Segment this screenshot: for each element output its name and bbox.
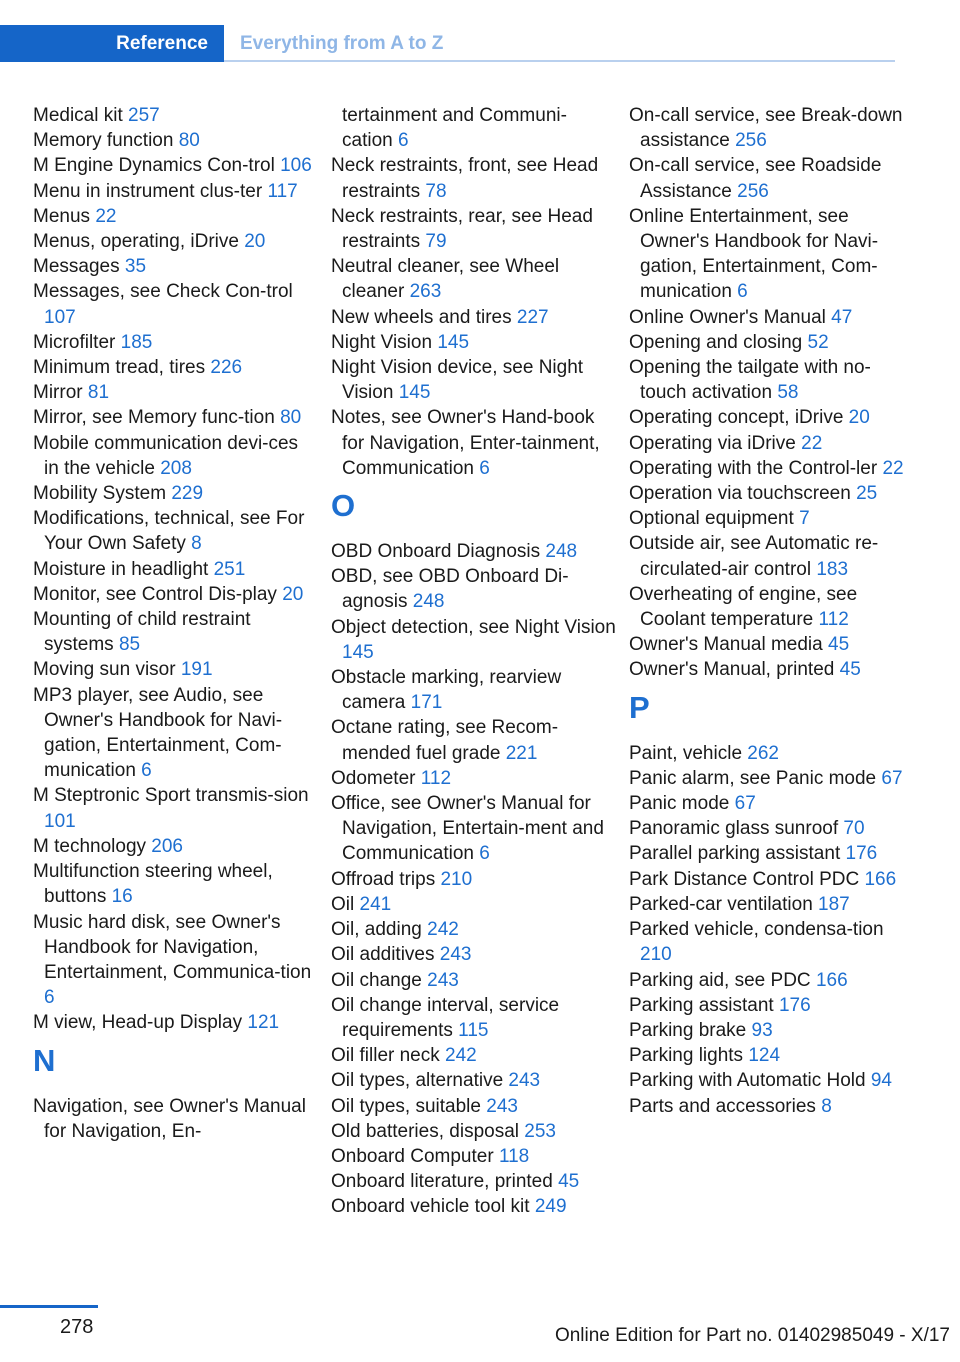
page-reference-link[interactable]: 185 xyxy=(120,331,153,353)
index-entry xyxy=(331,766,616,791)
index-entry-term: Panic alarm, see Panic mode xyxy=(629,767,877,789)
page-header xyxy=(0,25,895,62)
index-entry-term: Operating concept, iDrive xyxy=(629,407,844,429)
index-entry xyxy=(33,683,318,784)
index-entry-term: Parts and accessories xyxy=(629,1095,816,1117)
page-reference-link[interactable]: 22 xyxy=(882,457,904,479)
index-entry xyxy=(629,867,904,892)
page-reference-link[interactable]: 81 xyxy=(87,382,110,404)
index-entry xyxy=(331,892,616,917)
index-entry-term: MP3 player, see Audio, see Owner's Handbook for Navi‐gation, Entertainment, Com‐munication xyxy=(33,684,283,782)
page-reference-link[interactable]: 6 xyxy=(397,130,409,152)
page-reference-link[interactable]: 187 xyxy=(818,893,850,915)
index-entry-term: Notes, see Owner's Hand‐book for Navigation, Enter‐tainment, Communication xyxy=(331,407,600,479)
page-reference-link[interactable]: 25 xyxy=(856,483,878,505)
index-letter-heading: N xyxy=(33,1042,56,1078)
index-entry xyxy=(331,1043,616,1068)
index-entry xyxy=(629,1068,904,1093)
index-letter-heading: O xyxy=(331,488,356,524)
page-reference-link[interactable]: 7 xyxy=(799,508,810,530)
page-reference-link[interactable]: 256 xyxy=(737,180,769,202)
index-entry xyxy=(629,791,904,816)
index-entry-term: Music hard disk, see Owner's Handbook for Navigation, Entertainment, Communica‐tion xyxy=(33,911,312,983)
index-entry xyxy=(33,657,318,682)
page-reference-link[interactable]: 78 xyxy=(425,180,447,202)
index-entry-term: Mirror, see Memory func‐tion xyxy=(33,407,275,429)
page-reference-link[interactable]: 117 xyxy=(267,180,298,202)
index-entry-term: Mirror xyxy=(33,382,83,404)
index-entry-term: Mobility System xyxy=(33,483,167,505)
page-reference-link[interactable]: 20 xyxy=(282,583,304,605)
index-entry xyxy=(629,741,904,766)
header-rule xyxy=(224,60,895,62)
index-entry xyxy=(331,539,616,564)
index-entry-term: Optional equipment xyxy=(629,508,794,530)
page-reference-link[interactable]: 106 xyxy=(280,155,312,177)
index-entry xyxy=(33,179,318,204)
index-entry xyxy=(33,859,318,909)
index-entry xyxy=(33,1094,318,1144)
page-reference-link[interactable]: 115 xyxy=(458,1019,489,1041)
index-entry xyxy=(629,481,904,506)
index-entry-term: OBD Onboard Diagnosis xyxy=(331,541,541,563)
index-entry xyxy=(331,942,616,967)
page-reference-link[interactable]: 45 xyxy=(558,1171,580,1193)
page-reference-link[interactable]: 145 xyxy=(398,382,431,404)
page-reference-link[interactable]: 183 xyxy=(816,558,849,580)
index-entry xyxy=(629,103,904,153)
index-entry-term: Minimum tread, tires xyxy=(33,357,206,379)
index-entry-term: M technology xyxy=(33,835,147,857)
index-entry-term: Outside air, see Automatic re‐circulated-air control xyxy=(629,533,879,580)
page-reference-link[interactable]: 251 xyxy=(213,558,246,580)
index-entry-term: Operation via touchscreen xyxy=(629,483,851,505)
index-entry-term: Neck restraints, rear, see Head restraints xyxy=(331,205,593,253)
index-entry xyxy=(331,791,616,867)
index-entry xyxy=(33,204,318,229)
page-reference-link[interactable]: 256 xyxy=(735,130,767,152)
index-entry xyxy=(33,128,318,153)
page-reference-link[interactable]: 253 xyxy=(524,1120,556,1142)
page-reference-link[interactable]: 112 xyxy=(420,767,452,789)
index-entry xyxy=(331,715,616,765)
index-entry xyxy=(331,993,616,1043)
index-entry xyxy=(33,582,318,607)
page-reference-link[interactable]: 52 xyxy=(807,331,829,353)
index-entry-term: Neck restraints, front, see Head restraints xyxy=(331,155,599,202)
index-entry-term: Menus, operating, iDrive xyxy=(33,231,239,253)
index-entry-term: Parked-car ventilation xyxy=(629,893,813,915)
index-entry xyxy=(33,254,318,279)
index-entry xyxy=(331,1119,616,1144)
page-reference-link[interactable]: 226 xyxy=(210,357,243,379)
index-entry-term: OBD, see OBD Onboard Di‐agnosis xyxy=(331,566,569,613)
index-entry-term: Parking assistant xyxy=(629,994,774,1016)
index-entry xyxy=(629,766,904,791)
index-entry-term: Panoramic glass sunroof xyxy=(629,818,839,840)
index-entry xyxy=(629,305,904,330)
index-entry xyxy=(331,305,616,330)
index-entry-term: M view, Head-up Display xyxy=(33,1012,243,1034)
page-reference-link[interactable]: 121 xyxy=(247,1012,280,1034)
index-entry xyxy=(629,582,904,632)
page-reference-link[interactable]: 79 xyxy=(425,231,447,253)
page-reference-link[interactable]: 206 xyxy=(151,835,183,857)
chapter-title[interactable]: Everything from A to Z xyxy=(240,32,444,54)
index-column-3 xyxy=(629,103,904,1119)
index-entry-term: Monitor, see Control Dis‐play xyxy=(33,583,277,605)
index-entry-term: Oil, adding xyxy=(331,919,422,941)
page-reference-link[interactable]: 118 xyxy=(498,1145,530,1167)
index-entry-term: Opening the tailgate with no-touch activation xyxy=(629,357,871,404)
index-entry-term: Oil change xyxy=(331,969,422,991)
page-reference-link[interactable]: 6 xyxy=(737,281,748,303)
index-entry xyxy=(629,153,904,203)
index-entry xyxy=(629,531,904,581)
page-reference-link[interactable]: 166 xyxy=(815,969,848,991)
index-entry-term: Oil types, alternative xyxy=(331,1070,504,1092)
index-entry-term: Operating via iDrive xyxy=(629,432,796,454)
index-entry-term: On-call service, see Break‐down assistance xyxy=(629,105,903,152)
index-entry xyxy=(629,330,904,355)
index-entry xyxy=(629,993,904,1018)
index-entry-term: Onboard vehicle tool kit xyxy=(331,1196,530,1218)
page-reference-link[interactable]: 45 xyxy=(839,659,861,681)
index-entry-term: Operating with the Control‐ler xyxy=(629,457,878,479)
index-entry xyxy=(629,968,904,993)
index-entry xyxy=(33,783,318,833)
index-entry xyxy=(331,1194,616,1219)
index-entry-term: Moving sun visor xyxy=(33,659,176,681)
index-entry xyxy=(331,1068,616,1093)
index-entry-term: Park Distance Control PDC xyxy=(629,868,860,890)
index-entry xyxy=(33,153,318,178)
page-reference-link[interactable]: 241 xyxy=(359,893,392,915)
page-reference-link[interactable]: 6 xyxy=(141,760,152,782)
index-entry xyxy=(33,431,318,481)
index-entry-term: Oil change interval, service requirements xyxy=(331,994,560,1041)
index-entry xyxy=(629,506,904,531)
page-reference-link[interactable]: 20 xyxy=(848,407,870,429)
index-entry-term: Messages xyxy=(33,256,120,278)
page-reference-link[interactable]: 45 xyxy=(828,634,850,656)
page-reference-link[interactable]: 6 xyxy=(479,843,490,865)
page-reference-link[interactable]: 16 xyxy=(111,886,133,908)
page-reference-link[interactable]: 22 xyxy=(95,205,117,227)
index-entry-term: Oil xyxy=(331,893,355,915)
index-entry xyxy=(33,355,318,380)
index-entry-term: Oil types, suitable xyxy=(331,1095,481,1117)
index-entry-term: New wheels and tires xyxy=(331,306,512,328)
index-entry xyxy=(629,917,904,967)
footer-rule xyxy=(0,1305,98,1308)
index-entry-term: Messages, see Check Con‐trol xyxy=(33,281,293,303)
page-reference-link[interactable]: 80 xyxy=(280,407,302,429)
index-entry-term: Oil filler neck xyxy=(331,1045,440,1067)
index-entry-term: Old batteries, disposal xyxy=(331,1120,519,1142)
index-entry-term: Parallel parking assistant xyxy=(629,843,841,865)
index-entry-term: Navigation, see Owner's Manual for Navigation, En‐ xyxy=(33,1095,306,1142)
index-entry-term: Parking aid, see PDC xyxy=(629,969,811,991)
page-reference-link[interactable]: 67 xyxy=(734,793,756,815)
page-reference-link[interactable]: 6 xyxy=(479,457,490,479)
index-entry xyxy=(331,355,616,405)
index-entry-term: Menus xyxy=(33,205,91,227)
index-entry-term: Medical kit xyxy=(33,105,123,126)
index-entry-term: M Engine Dynamics Con‐trol xyxy=(33,155,275,177)
index-entry xyxy=(33,557,318,582)
page-number: 278 xyxy=(60,1316,94,1338)
index-entry xyxy=(331,615,616,665)
page-reference-link[interactable]: 229 xyxy=(171,483,204,505)
index-entry xyxy=(331,1144,616,1169)
index-entry-term: Owner's Manual, printed xyxy=(629,659,835,681)
index-entry-term: Microfilter xyxy=(33,331,116,353)
page-reference-link[interactable]: 210 xyxy=(640,944,672,966)
index-entry-term: Object detection, see Night Vision xyxy=(331,616,616,638)
index-entry xyxy=(331,204,616,254)
index-entry-term: Onboard literature, printed xyxy=(331,1171,553,1193)
edition-note: Online Edition for Part no. 01402985049 - X/17 xyxy=(554,1325,950,1346)
page-reference-link[interactable]: 166 xyxy=(864,868,897,890)
page-reference-link[interactable]: 8 xyxy=(821,1095,832,1117)
index-entry xyxy=(629,892,904,917)
page-reference-link[interactable]: 70 xyxy=(843,818,865,840)
page-reference-link[interactable]: 248 xyxy=(545,541,578,563)
page-reference-link[interactable]: 35 xyxy=(124,256,147,278)
index-letter-heading: P xyxy=(629,689,650,725)
index-entry-term: Obstacle marking, rearview camera xyxy=(331,667,562,714)
page-reference-link[interactable]: 191 xyxy=(180,659,213,681)
index-entry xyxy=(33,481,318,506)
index-entry-term: Multifunction steering wheel, buttons xyxy=(33,861,273,908)
index-entry-term: Onboard Computer xyxy=(331,1145,494,1167)
index-entry-term: Night Vision device, see Night Vision xyxy=(331,357,584,404)
index-entry xyxy=(33,279,318,329)
page-reference-link[interactable]: 58 xyxy=(777,382,799,404)
index-entry xyxy=(33,506,318,556)
page-reference-link[interactable]: 47 xyxy=(831,306,853,328)
index-column-1 xyxy=(33,103,318,1144)
index-entry xyxy=(629,816,904,841)
index-entry-term: Online Owner's Manual xyxy=(629,306,826,328)
index-entry xyxy=(33,229,318,254)
index-entry-term: Parking brake xyxy=(629,1019,747,1041)
index-entry xyxy=(629,405,904,430)
index-entry-term: Odometer xyxy=(331,767,416,789)
page-reference-link[interactable]: 6 xyxy=(44,987,55,1009)
index-entry-term: Night Vision xyxy=(331,331,433,353)
page-reference-link[interactable]: 8 xyxy=(191,533,202,555)
page-reference-link[interactable]: 145 xyxy=(342,641,374,663)
page-reference-link[interactable]: 243 xyxy=(427,969,459,991)
page-reference-link[interactable]: 248 xyxy=(412,591,445,613)
index-entry xyxy=(331,665,616,715)
index-entry-term: On-call service, see Roadside Assistance xyxy=(629,155,882,202)
page-reference-link[interactable]: 145 xyxy=(437,331,470,353)
page-reference-link[interactable]: 107 xyxy=(44,306,76,328)
index-entry-term: Offroad trips xyxy=(331,868,436,890)
index-entry xyxy=(331,153,616,203)
index-entry-continued xyxy=(331,103,616,153)
index-entry xyxy=(33,910,318,1011)
index-entry-term: Parked vehicle, condensa‐tion xyxy=(629,919,884,941)
index-entry xyxy=(629,431,904,456)
page-reference-link[interactable]: 176 xyxy=(778,994,811,1016)
index-entry xyxy=(331,968,616,993)
index-entry-term: Owner's Manual media xyxy=(629,634,823,656)
index-entry xyxy=(629,355,904,405)
page-reference-link[interactable]: 124 xyxy=(748,1045,781,1067)
index-entry xyxy=(33,834,318,859)
page-reference-link[interactable]: 221 xyxy=(505,742,538,764)
index-entry xyxy=(331,330,616,355)
page-reference-link[interactable]: 263 xyxy=(409,281,442,303)
index-entry xyxy=(33,103,318,128)
page-reference-link[interactable]: 208 xyxy=(160,457,192,479)
page-reference-link[interactable]: 22 xyxy=(801,432,823,454)
index-entry-term: Neutral cleaner, see Wheel cleaner xyxy=(331,256,560,303)
page-reference-link[interactable]: 94 xyxy=(870,1070,892,1092)
index-entry xyxy=(331,867,616,892)
page-reference-link[interactable]: 242 xyxy=(445,1045,477,1067)
index-entry-term: M Steptronic Sport transmis‐sion xyxy=(33,785,309,807)
index-entry xyxy=(331,405,616,481)
index-entry xyxy=(33,405,318,430)
index-entry-term: Mounting of child restraint systems xyxy=(33,609,251,656)
index-entry xyxy=(331,1169,616,1194)
page-reference-link[interactable]: 80 xyxy=(178,130,200,152)
index-entry-term: Memory function xyxy=(33,130,174,152)
page-reference-link[interactable]: 242 xyxy=(427,919,459,941)
page-reference-link[interactable]: 243 xyxy=(439,944,472,966)
index-entry-term: Online Entertainment, see Owner's Handbook for Navi‐gation, Entertainment, Com‐munication xyxy=(629,205,879,303)
page-reference-link[interactable]: 210 xyxy=(440,868,473,890)
index-entry-term: Oil additives xyxy=(331,944,435,966)
index-entry-term: Modifications, technical, see For Your Own Safety xyxy=(33,508,305,555)
index-entry xyxy=(629,841,904,866)
index-entry-term: tertainment and Communi‐cation xyxy=(342,105,567,152)
index-entry-term: Parking lights xyxy=(629,1045,744,1067)
index-entry-term: Moisture in headlight xyxy=(33,558,209,580)
page-reference-link[interactable]: 85 xyxy=(118,634,141,656)
index-entry xyxy=(629,1018,904,1043)
index-entry-term: Opening and closing xyxy=(629,331,803,353)
page-reference-link[interactable]: 20 xyxy=(244,231,266,253)
page-reference-link[interactable]: 171 xyxy=(410,692,443,714)
index-entry-term: Octane rating, see Recom‐mended fuel grade xyxy=(331,717,559,764)
page-reference-link[interactable]: 243 xyxy=(486,1095,518,1117)
index-entry xyxy=(331,254,616,304)
index-entry-term: Parking with Automatic Hold xyxy=(629,1070,866,1092)
page-reference-link[interactable]: 227 xyxy=(516,306,549,328)
section-tab[interactable]: Reference xyxy=(0,25,224,62)
page-reference-link[interactable]: 67 xyxy=(881,767,903,789)
index-entry xyxy=(629,456,904,481)
index-entry xyxy=(629,204,904,305)
page-reference-link[interactable]: 112 xyxy=(818,609,849,631)
index-entry xyxy=(629,632,904,657)
index-entry-term: Menu in instrument clus‐ter xyxy=(33,180,263,202)
page-reference-link[interactable]: 93 xyxy=(751,1019,773,1041)
index-entry xyxy=(33,607,318,657)
index-column-2 xyxy=(331,103,616,1220)
index-entry xyxy=(331,1094,616,1119)
page-reference-link[interactable]: 249 xyxy=(534,1196,567,1218)
page-reference-link[interactable]: 176 xyxy=(845,843,878,865)
index-entry xyxy=(33,380,318,405)
page-reference-link[interactable]: 243 xyxy=(508,1070,541,1092)
index-entry-term: Paint, vehicle xyxy=(629,742,743,764)
index-entry xyxy=(331,564,616,614)
index-entry-term: Mobile communication devi‐ces in the vehicle xyxy=(33,432,299,479)
index-entry-term: Panic mode xyxy=(629,793,730,815)
index-entry-term: Overheating of engine, see Coolant temperature xyxy=(629,583,858,631)
index-entry xyxy=(629,657,904,682)
index-entry xyxy=(33,330,318,355)
index-entry xyxy=(629,1094,904,1119)
page-reference-link[interactable]: 101 xyxy=(44,810,76,832)
index-entry xyxy=(331,917,616,942)
index-entry-term: Office, see Owner's Manual for Navigation, Entertain‐ment and Communication xyxy=(331,793,604,865)
index-entry xyxy=(33,1010,318,1035)
page-reference-link[interactable]: 257 xyxy=(128,105,160,126)
index-entry xyxy=(629,1043,904,1068)
page-reference-link[interactable]: 262 xyxy=(747,742,779,764)
